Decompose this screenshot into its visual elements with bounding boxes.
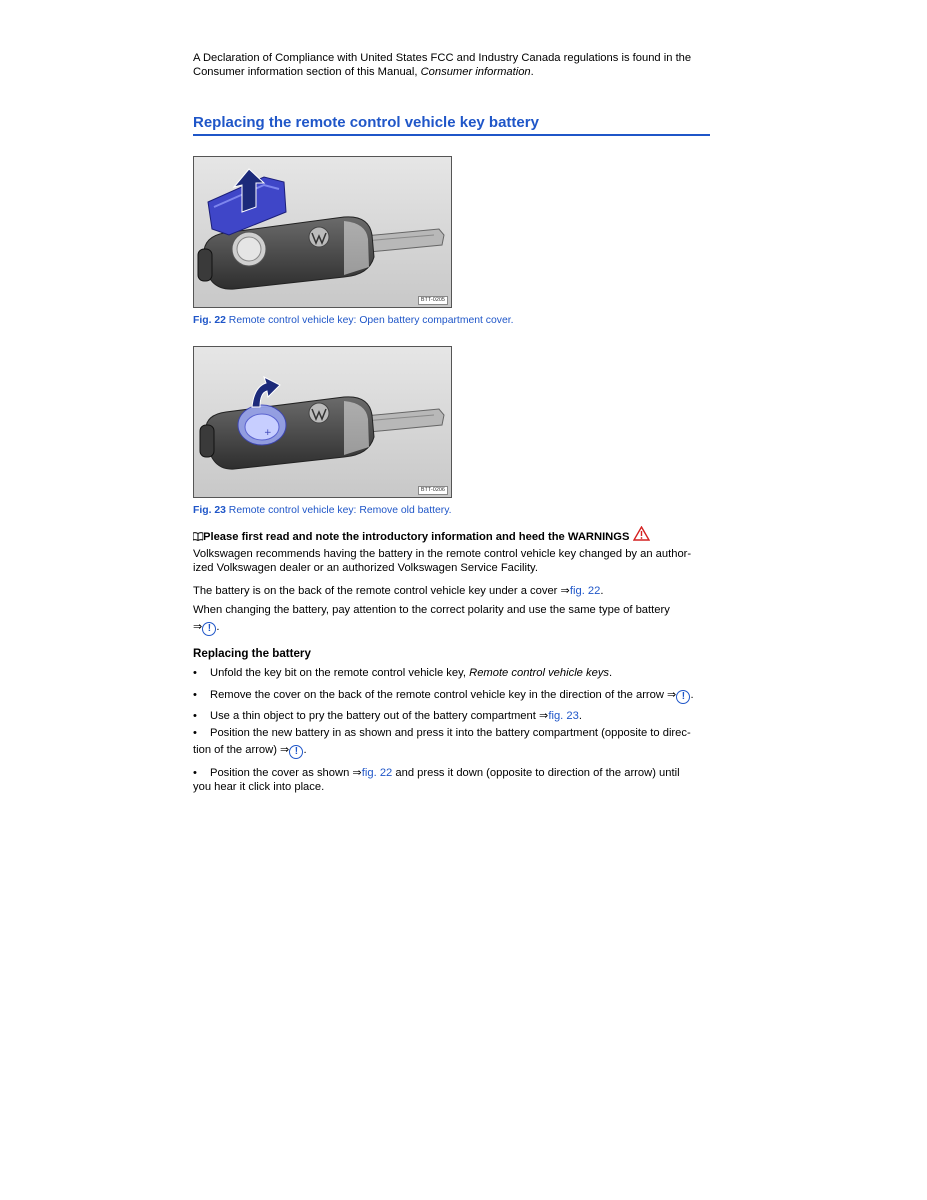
intro-text: Consumer information section of this Manual, (193, 65, 421, 78)
bullet-5-rest: and press it down (opposite to direction of the arrow) until (392, 767, 680, 779)
link-fig-23[interactable]: fig. 23 (548, 710, 579, 722)
p2-text: The battery is on the back of the remote control vehicle key under a cover ⇒ (193, 585, 570, 597)
notice-icon[interactable]: ! (289, 745, 303, 759)
paragraph-polarity (193, 604, 713, 636)
figure-22-label: Fig. 22 (193, 315, 226, 326)
bullet-3-text: Use a thin object to pry the battery out of the battery compartment ⇒ (210, 710, 549, 722)
warning-triangle-icon[interactable] (633, 526, 650, 546)
section-title: Replacing the remote control vehicle key battery (193, 114, 710, 136)
warning-notice (193, 526, 650, 546)
p3-line-2: ⇒ ! . (193, 620, 220, 634)
bullet-item (193, 767, 713, 794)
link-fig-22[interactable]: fig. 22 (361, 767, 393, 779)
p1-line-1: Volkswagen recommends having the battery in the remote control vehicle key changed by an author- (193, 548, 692, 560)
bullet-item: • Use a thin object to pry the battery out of the battery compartment ⇒fig. 23. (193, 710, 582, 722)
figure-22-caption (193, 314, 514, 328)
bullet-dot: • (193, 727, 197, 739)
figure-23-caption-text: Remote control vehicle key: Remove old battery. (225, 505, 452, 516)
bullet-4-line-1 (193, 727, 713, 741)
figure-23-image (193, 346, 452, 498)
bullet-5-line-2: you hear it click into place. (193, 780, 325, 793)
notice-icon[interactable]: ! (202, 622, 216, 636)
link-fig-22[interactable]: fig. 22 (569, 585, 601, 597)
arrow-glyph: ⇒ (193, 620, 203, 633)
bullet-1-text: Unfold the key bit on the remote control vehicle key, (210, 667, 470, 679)
notice-icon[interactable]: ! (676, 690, 690, 704)
book-icon (193, 532, 203, 546)
intro-line-2 (193, 66, 713, 80)
figure-23-label: Fig. 23 (193, 505, 226, 516)
bullet-5-line-1 (193, 767, 713, 781)
warning-notice-text: Please first read and note the introductory information and heed the WARNINGS (203, 531, 630, 543)
figure-22-code: BTT-0205 (418, 296, 448, 305)
intro-period: . (530, 65, 534, 78)
bullet-dot: • (193, 667, 197, 679)
intro-line-1: A Declaration of Compliance with United States FCC and Industry Canada regulations is found in the (193, 52, 692, 64)
figure-22-image (193, 156, 452, 308)
bullet-dot: • (193, 689, 197, 701)
bullet-4-text: Position the new battery in as shown and press it into the battery compartment (opposite to direc- (210, 727, 691, 739)
bullet-5-text: Position the cover as shown ⇒ (210, 767, 362, 779)
paragraph-battery-location (193, 585, 713, 599)
bullet-item: • Remove the cover on the back of the remote control vehicle key in the direction of the arrow ⇒ ! . (193, 689, 694, 702)
svg-text:+: + (264, 428, 272, 438)
bullet-dot: • (193, 710, 197, 722)
paragraph-dealer-recommendation (193, 548, 713, 575)
figure-22-caption-text: Remote control vehicle key: Open battery compartment cover. (225, 315, 514, 326)
figure-23-code: BTT-0206 (418, 486, 448, 495)
figure-23-caption (193, 504, 452, 518)
key-remove-battery-illustration (194, 347, 451, 497)
subheading-replacing-battery: Replacing the battery (193, 647, 311, 660)
bullet-dot: • (193, 767, 197, 779)
p3-line-1: When changing the battery, pay attention to the correct polarity and use the same type of battery (193, 604, 670, 616)
intro-paragraph (193, 52, 713, 79)
bullet-item: • Unfold the key bit on the remote control vehicle key, Remote control vehicle keys. (193, 667, 613, 679)
bullet-2-text: Remove the cover on the back of the remote control vehicle key in the direction of the arrow ⇒ (210, 689, 677, 701)
bullet-4-line-2: tion of the arrow) ⇒ ! . (193, 743, 307, 757)
bullet-item (193, 727, 713, 759)
intro-link-consumer-info[interactable]: Consumer information (420, 65, 531, 78)
p1-line-2: ized Volkswagen dealer or an authorized Volkswagen Service Facility. (193, 561, 538, 574)
link-remote-control-vehicle-keys[interactable]: Remote control vehicle keys (469, 667, 610, 679)
p2-period: . (600, 585, 604, 597)
bullet-4-text-2: tion of the arrow) ⇒ (193, 743, 290, 756)
key-open-cover-illustration (194, 157, 451, 307)
